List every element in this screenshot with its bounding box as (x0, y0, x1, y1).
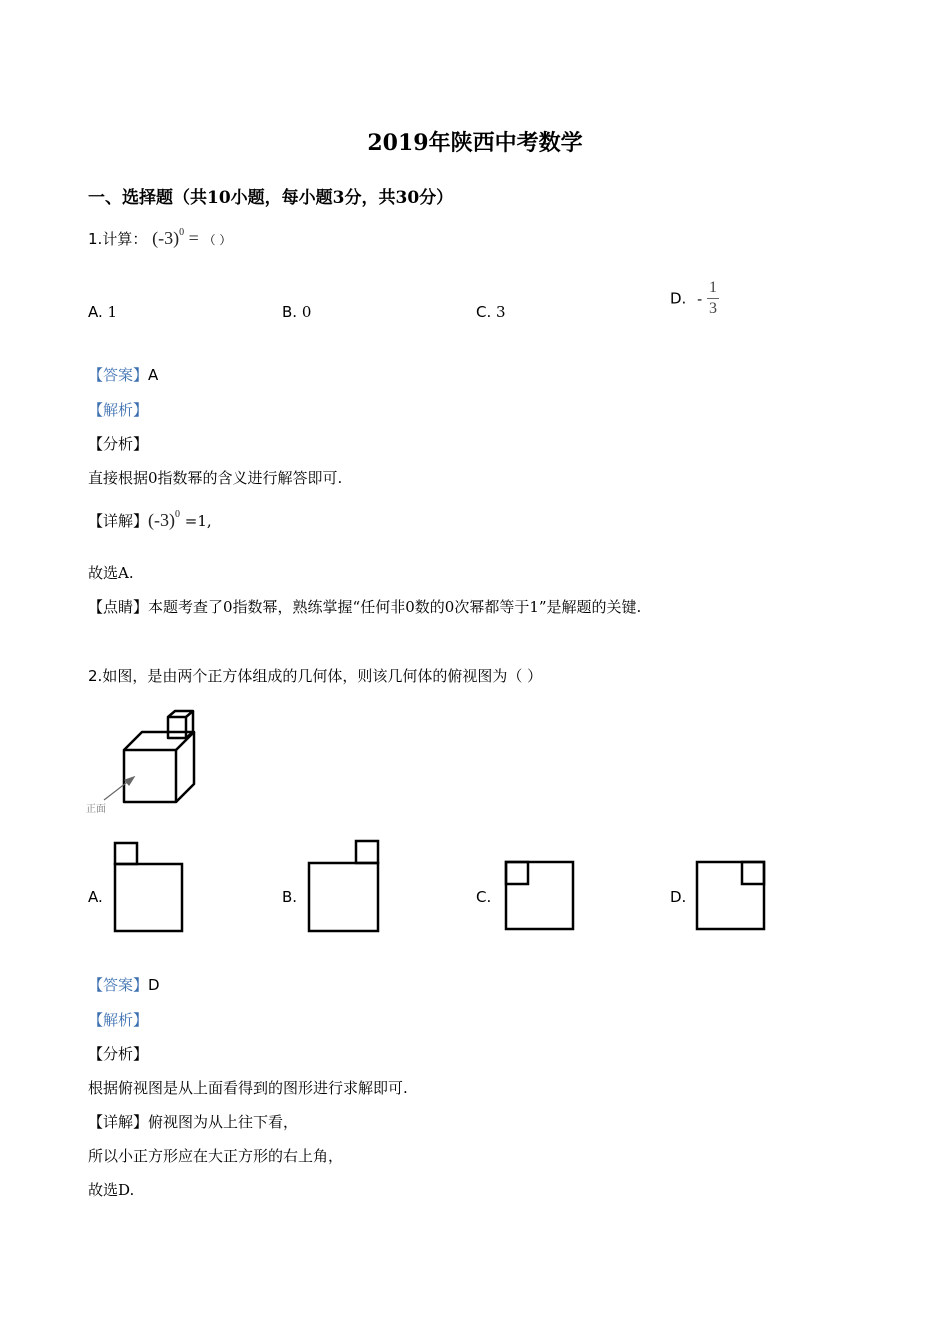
fraction-numerator: 1 (707, 278, 719, 299)
option-text: 1 (107, 303, 118, 321)
comment-tag: 【点睛】 (88, 598, 149, 616)
large-square (506, 862, 573, 929)
q1-answer (88, 364, 158, 385)
view-arrow-head (125, 777, 134, 785)
q1-expr-exp: 0 (179, 227, 185, 238)
answer-value: D (148, 976, 160, 994)
q2-fenxi-text: 根据俯视图是从上面看得到的图形进行求解即可. (88, 1079, 408, 1097)
q2-fenxi-tag: 【分析】 (88, 1045, 149, 1063)
q1-conclusion: 故选A. (88, 564, 134, 582)
small-square (356, 841, 378, 863)
q2-option-b-label[interactable] (282, 888, 297, 906)
view-arrow-line (104, 780, 130, 800)
q2-answer (88, 974, 160, 995)
detail-rest: =1, (184, 512, 212, 530)
q2-option-c-figure[interactable] (500, 857, 580, 935)
q2-stem (88, 665, 542, 686)
option-letter: B. (282, 303, 298, 321)
large-square (115, 864, 182, 931)
q1-comment (88, 596, 641, 617)
q1-detail-expression (148, 510, 180, 530)
detail-exp: 0 (175, 509, 180, 520)
q1-expr-eq: = (188, 228, 199, 248)
option-letter: B. (282, 888, 298, 906)
q1-expr-base: (-3) (152, 228, 180, 248)
answer-tag: 【答案】 (88, 366, 149, 384)
option-letter: C. (476, 303, 492, 321)
q1-stem (88, 228, 231, 249)
q1-option-c[interactable] (476, 303, 506, 321)
q2-option-d-figure[interactable] (692, 857, 772, 935)
q1-paren: （ ） (203, 233, 232, 247)
q1-option-b[interactable] (282, 303, 311, 321)
answer-tag: 【答案】 (88, 976, 149, 994)
option-letter: A. (88, 888, 103, 906)
q1-analysis-tag: 【解析】 (88, 401, 149, 419)
q1-option-a[interactable] (88, 303, 117, 321)
q1-expression (152, 228, 199, 248)
option-text: 3 (496, 303, 506, 321)
q2-line2: 所以小正方形应在大正方形的右上角， (88, 1147, 344, 1165)
big-cube-front-face (124, 750, 176, 802)
fraction-denominator: 3 (708, 300, 717, 317)
option-text: 0 (301, 303, 312, 321)
q1-number: 1. (88, 230, 103, 248)
q1-option-d[interactable] (670, 278, 719, 319)
small-square (506, 862, 528, 884)
q2-option-a-figure[interactable] (110, 840, 188, 936)
q2-conclusion: 故选D. (88, 1181, 135, 1199)
page-title: 2019年陕西中考数学 (367, 130, 583, 156)
q2-detail (88, 1111, 298, 1132)
q2-option-d-label[interactable] (670, 888, 686, 906)
comment-text: 本题考查了0指数幂，熟练掌握“任何非0数的0次幂都等于1”是解题的关键. (148, 598, 642, 616)
q1-fenxi-tag: 【分析】 (88, 435, 149, 453)
detail-base: (-3) (148, 510, 175, 530)
option-letter: A. (88, 303, 103, 321)
big-cube-top-face (124, 732, 194, 750)
q2-stem-text: 如图，是由两个正方体组成的几何体，则该几何体的俯视图为（ ） (102, 667, 543, 685)
section-heading: 一、选择题（共10小题，每小题3分，共30分） (88, 188, 454, 208)
q1-stem-text: 计算： (102, 230, 148, 248)
option-letter: C. (476, 888, 492, 906)
q2-option-b-figure[interactable] (304, 838, 386, 936)
option-letter: D. (670, 888, 687, 906)
q1-detail (88, 510, 212, 531)
answer-value: A (148, 366, 159, 384)
q2-option-c-label[interactable] (476, 888, 491, 906)
large-square (697, 862, 764, 929)
small-cube-front-face (168, 717, 186, 738)
large-square (309, 863, 378, 931)
q1-fenxi-text: 直接根据0指数幂的含义进行解答即可. (88, 469, 343, 487)
detail-text: 俯视图为从上往下看， (148, 1113, 299, 1131)
q2-option-a-label[interactable] (88, 888, 103, 906)
option-letter: D. (670, 289, 687, 308)
option-sign: - (697, 289, 703, 308)
small-square (742, 862, 764, 884)
q2-analysis-tag: 【解析】 (88, 1011, 149, 1029)
detail-tag: 【详解】 (88, 1113, 149, 1131)
front-label: 正面 (86, 804, 106, 815)
small-square (115, 843, 137, 864)
detail-tag: 【详解】 (88, 512, 149, 530)
q2-number: 2. (88, 667, 103, 685)
fraction (707, 278, 719, 319)
